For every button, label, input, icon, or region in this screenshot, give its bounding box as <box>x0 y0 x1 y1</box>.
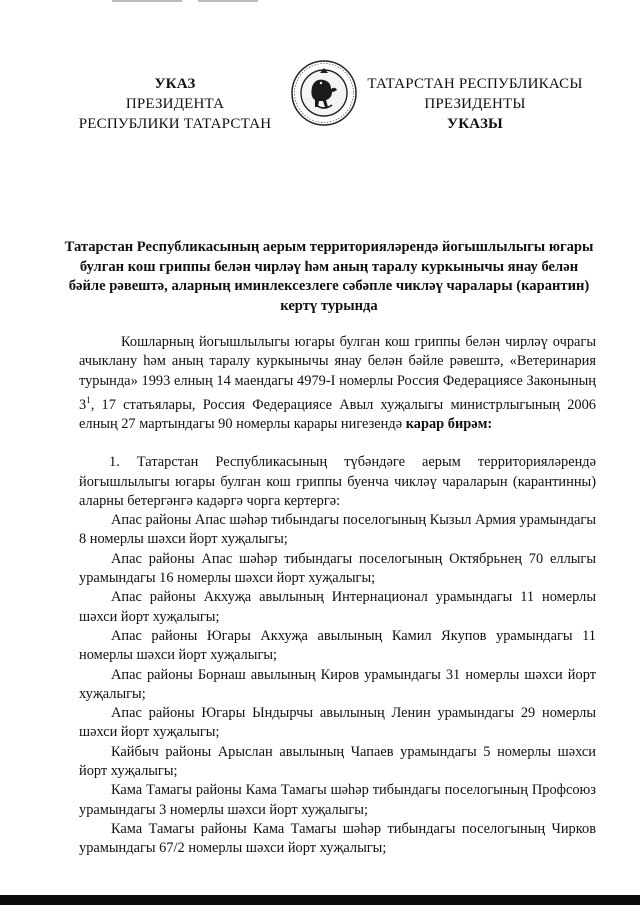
farm-item: Кайбыч районы Арыслан авылының Чапаев урамындагы 5 номерлы шәхси йорт хуҗалыгы; <box>79 743 596 780</box>
header-right-line: ПРЕЗИДЕНТЫ <box>424 96 526 112</box>
scan-line <box>112 0 182 2</box>
header-right <box>360 74 590 134</box>
header-left-line: УКАЗ <box>154 76 196 92</box>
farm-item: Кама Тамагы районы Кама Тамагы шәһәр тибындагы поселогының Чирков урамындагы 67/2 номерлы шәхси йорт хуҗалыгы; <box>79 820 596 857</box>
document-body <box>79 333 596 859</box>
farm-item: Апас районы Югары Ындырчы авылының Ленин урамындагы 29 номерлы шәхси йорт хуҗалыгы; <box>79 705 596 741</box>
document-title: Татарстан Республикасының аерым территорияләрендә йогышлылыгы югары булган кош гриппы белән чирләү һәм аның таралу куркынычы янау белән бәйле рәвештә, аларның иминлексезлеге сәбәпле чикләү чаралары (карантин) кертү турында <box>64 239 594 314</box>
item-1-paragraph: 1. Татарстан Республикасының түбәндәге аерым территорияләрендә йогышлылыгы югары булган кош гриппы буенча чикләү чараларын (карантинны) аларны бетергәнгә кадәргә чорга кертергә: <box>79 454 596 509</box>
header-right-line: УКАЗЫ <box>447 116 503 132</box>
header-left <box>70 74 280 134</box>
header-left-line: РЕСПУБЛИКИ ТАТАРСТАН <box>78 116 272 132</box>
coat-of-arms-icon <box>290 59 358 127</box>
farm-item: Апас районы Югары Акхуҗа авылының Камил Якупов урамындагы 11 номерлы шәхси йорт хуҗалыгы; <box>79 627 596 664</box>
farm-item: Апас районы Акхуҗа авылының Интернационал урамындагы 11 номерлы шәхси йорт хуҗалыгы; <box>79 589 596 625</box>
scan-line <box>198 0 258 2</box>
scan-edge-bar <box>0 895 640 905</box>
farm-item: Кама Тамагы районы Кама Тамагы шәһәр тибындагы поселогының Профсоюз урамындагы 3 номерлы шәхси йорт хуҗалыгы; <box>79 782 596 818</box>
superscript: 1 <box>86 394 91 405</box>
farm-item: Апас районы Апас шәһәр тибындагы поселогының Октябрьнең 70 еллыгы урамындагы 16 номерлы шәхси йорт хуҗалыгы; <box>79 550 596 587</box>
farm-item: Апас районы Борнаш авылының Киров урамындагы 31 номерлы шәхси йорт хуҗалыгы; <box>79 666 596 702</box>
intro-text-cont: , 17 статьялары, Россия Федерациясе Авыл хуҗалыгы министрлыгының 2006 елның 27 мартындагы 90 номерлы карары нигезендә <box>79 396 596 432</box>
farm-item: Апас районы Апас шәһәр тибындагы поселогының Кызыл Армия урамындагы 8 номерлы шәхси йорт хуҗалыгы; <box>79 512 596 548</box>
intro-text: Кошларның йогышлылыгы югары булган кош гриппы белән чирләү очрагы ачыклану һәм аның таралу куркынычы янау белән бәйле рәвештә, «Ветеринария турында» 1993 елның 14 маендагы 4979-I номерлы Россия Федерациясе Законының 3 <box>79 334 596 413</box>
header-left-line: ПРЕЗИДЕНТА <box>125 96 225 112</box>
resolution-phrase: карар бирәм: <box>405 415 493 432</box>
header-right-line: ТАТАРСТАН РЕСПУБЛИКАСЫ <box>367 76 583 92</box>
spacer <box>79 434 596 453</box>
intro-paragraph <box>79 333 596 434</box>
